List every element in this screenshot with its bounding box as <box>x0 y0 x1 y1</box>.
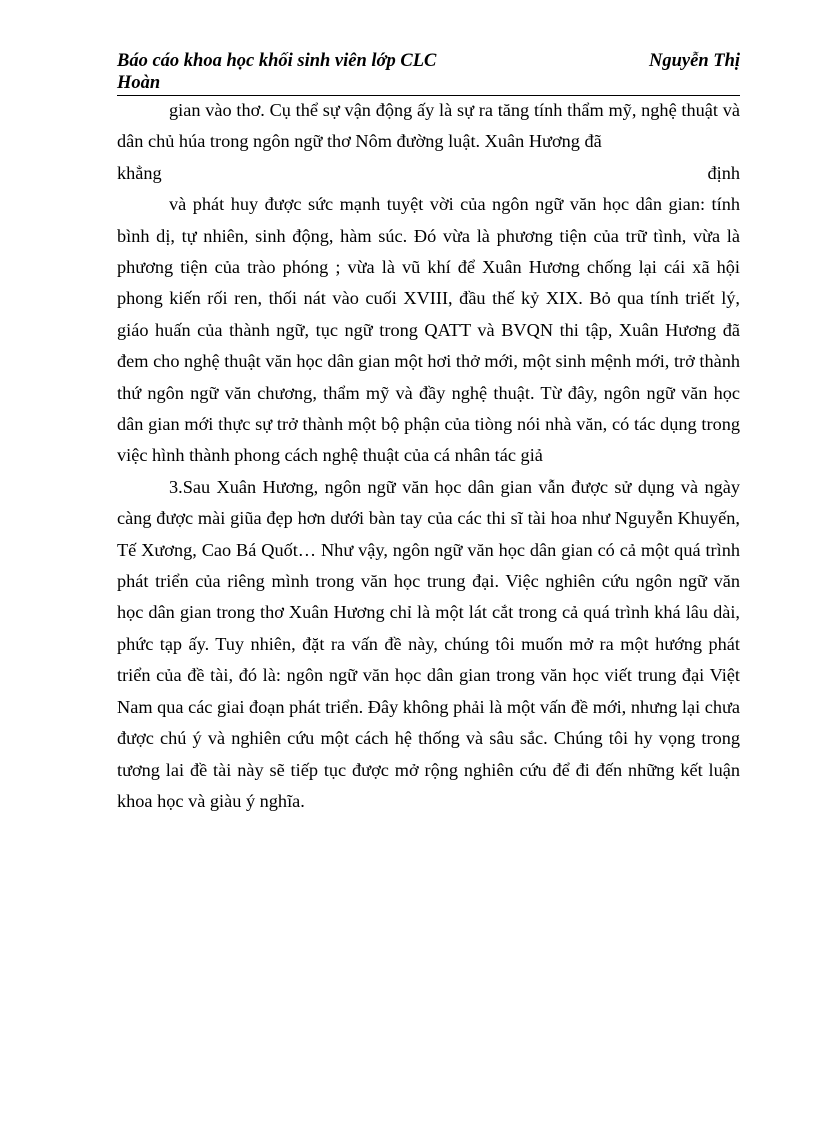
body-text <box>117 95 740 817</box>
header-author-last: Hoàn <box>117 73 161 93</box>
paragraph-2: và phát huy được sức mạnh tuyệt vời của ngôn ngữ văn học dân gian: tính bình dị, tự nhiên, sinh động, hàm súc. Đó vừa là phương tiện của trữ tình, vừa là phương tiện của trào phóng ; vừa là vũ khí để Xuân Hương chống lại cái xã hội phong kiến rối ren, thối nát vào cuối XVIII, đầu thế kỷ XIX. Bỏ qua tính triết lý, giáo huấn của thành ngữ, tục ngữ trong QATT và BVQN thi tập, Xuân Hương đã đem cho nghệ thuật văn học dân gian một hơi thở mới, một sinh mệnh mới, trở thành thứ ngôn ngữ văn chương, thẩm mỹ và đầy nghệ thuật. Từ đây, ngôn ngữ văn học dân gian mới thực sự trở thành một bộ phận của tiòng nói nhà văn, có tác dụng trong việc hình thành phong cách nghệ thuật của cá nhân tác giả <box>117 194 740 466</box>
header-title: Báo cáo khoa học khối sinh viên lớp CLC <box>117 51 437 71</box>
paragraph-1-word-left: khẳng <box>117 162 162 183</box>
paragraph-1-word-right: định <box>707 162 740 183</box>
paragraph-3: 3.Sau Xuân Hương, ngôn ngữ văn học dân gian vẫn được sử dụng và ngày càng được mài giũa đẹp hơn dưới bàn tay của các thi sĩ tài hoa như Nguyễn Khuyến, Tế Xương, Cao Bá Quốt… Như vậy, ngôn ngữ văn học dân gian có cả một quá trình phát triển của riêng mình trong văn học trung đại. Việc nghiên cứu ngôn ngữ văn học dân gian trong thơ Xuân Hương chỉ là một lát cắt trong cả quá trình khá lâu dài, phức tạp ấy. Tuy nhiên, đặt ra vấn đề này, chúng tôi muốn mở ra một hướng phát triển của đề tài, đó là: ngôn ngữ văn học dân gian trong văn học viết trung đại Việt Nam qua các giai đoạn phát triển. Đây không phải là một vấn đề mới, nhưng lại chưa được chú ý và nghiên cứu một cách hệ thống và sâu sắc. Chúng tôi hy vọng trong tương lai đề tài này sẽ tiếp tục được mở rộng nghiên cứu để đi đến những kết luận khoa học và giàu ý nghĩa. <box>117 476 740 811</box>
paragraph-1-text: gian vào thơ. Cụ thể sự vận động ấy là sự ra tăng tính thẩm mỹ, nghệ thuật và dân chủ húa trong ngôn ngữ thơ Nôm đường luật. Xuân Hương đã <box>117 100 740 152</box>
paragraph-1 <box>117 95 740 158</box>
header-author-first: Nguyễn Thị <box>649 51 740 71</box>
paragraph-1-last-line <box>117 158 740 189</box>
